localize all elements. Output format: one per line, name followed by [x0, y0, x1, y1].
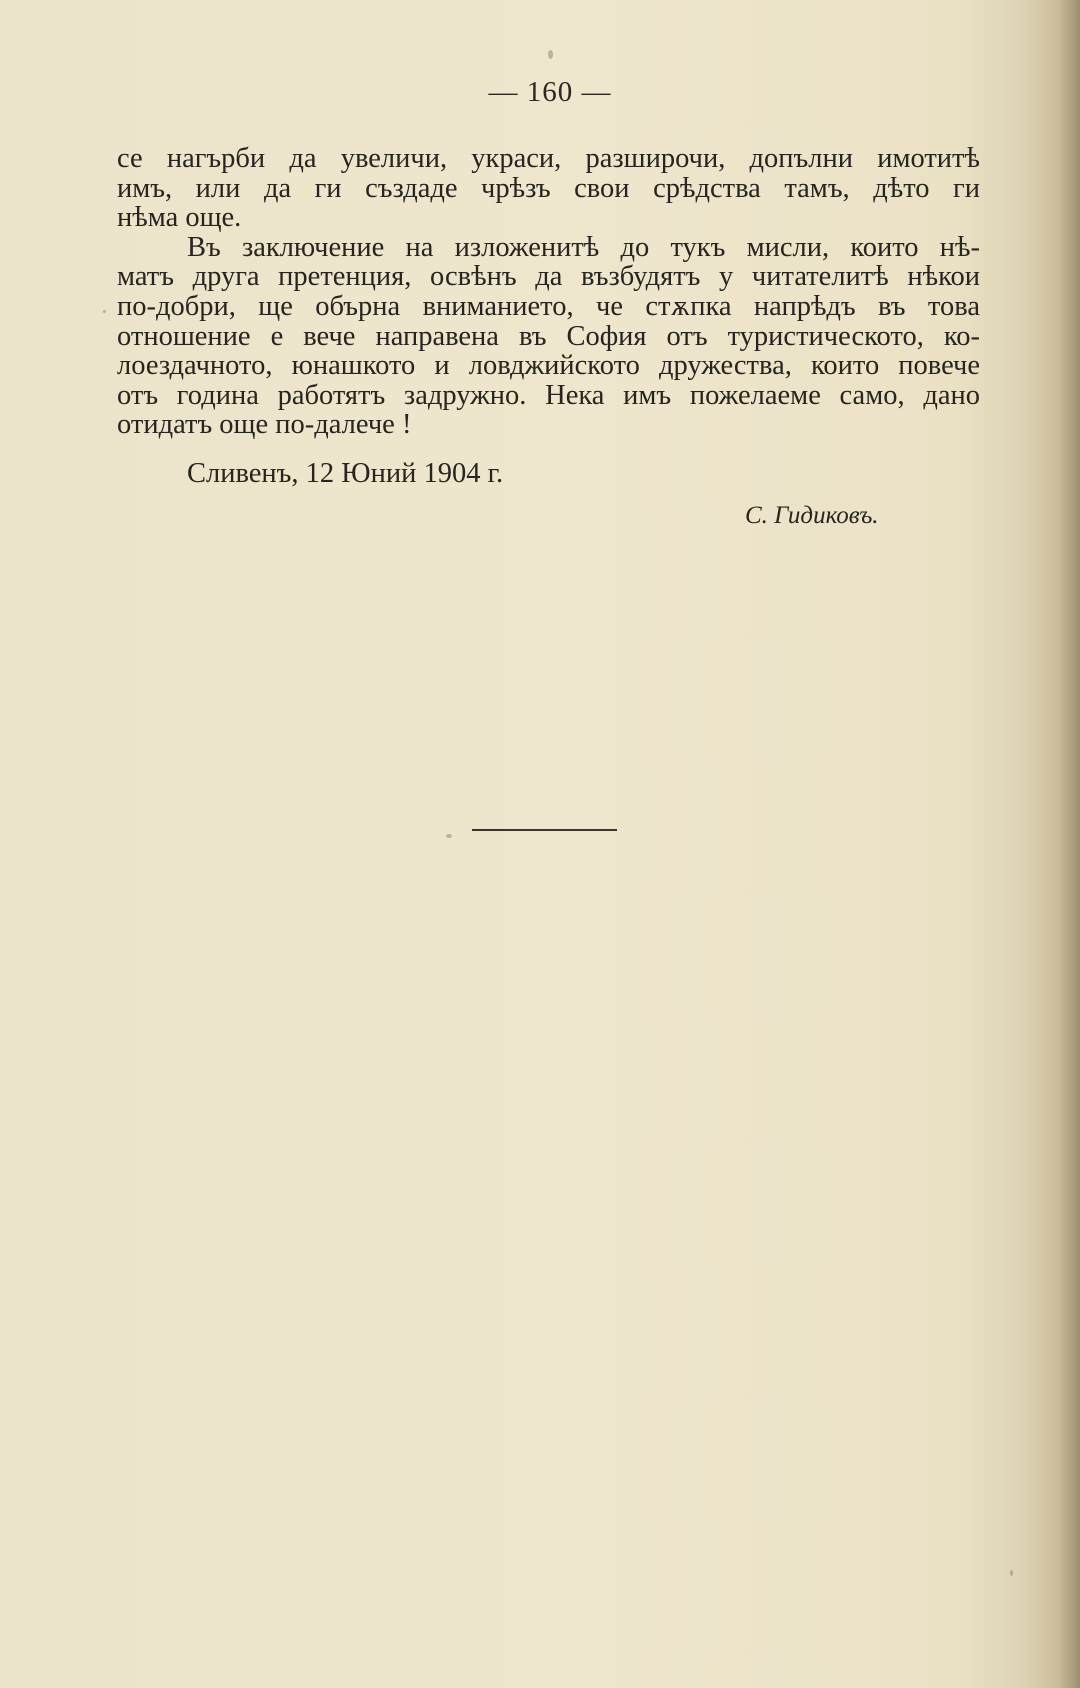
text-line: лоездачното, юнашкото и ловджийското дружества, които повече — [117, 350, 980, 382]
page-number: — 160 — — [488, 76, 612, 108]
text-line: отношение е вече направена въ София отъ туристическото, ко- — [117, 320, 980, 352]
author-signature: С. Гидиковъ. — [745, 502, 879, 529]
text-line: нѣма още. — [117, 202, 242, 234]
text-line: Въ заключение на изложенитѣ до тукъ мисли, които нѣ- — [187, 231, 980, 263]
text-line: се нагърби да увеличи, украси, разширочи, допълни имотитѣ — [117, 143, 980, 174]
text-line: имъ, или да ги създаде чрѣзъ свои срѣдства тамъ, дѣто ги — [117, 172, 980, 204]
text-line: отъ година работятъ задружно. Нека имъ пожелаеме само, дано — [117, 379, 980, 411]
paper-speck — [548, 50, 553, 59]
dateline: Сливенъ, 12 Юний 1904 г. — [187, 458, 504, 489]
paper-speck — [1010, 1570, 1013, 1576]
text-line: отидатъ още по-далече ! — [117, 409, 412, 441]
text-line: по-добри, ще обърна вниманието, че стѫпка напрѣдъ въ това — [117, 290, 980, 322]
end-rule — [472, 829, 617, 831]
body-text — [117, 144, 980, 440]
text-line: матъ друга претенция, освѣнъ да възбудятъ у читателитѣ нѣкои — [117, 261, 980, 293]
paper-speck — [103, 310, 106, 313]
paper-speck — [446, 834, 452, 838]
